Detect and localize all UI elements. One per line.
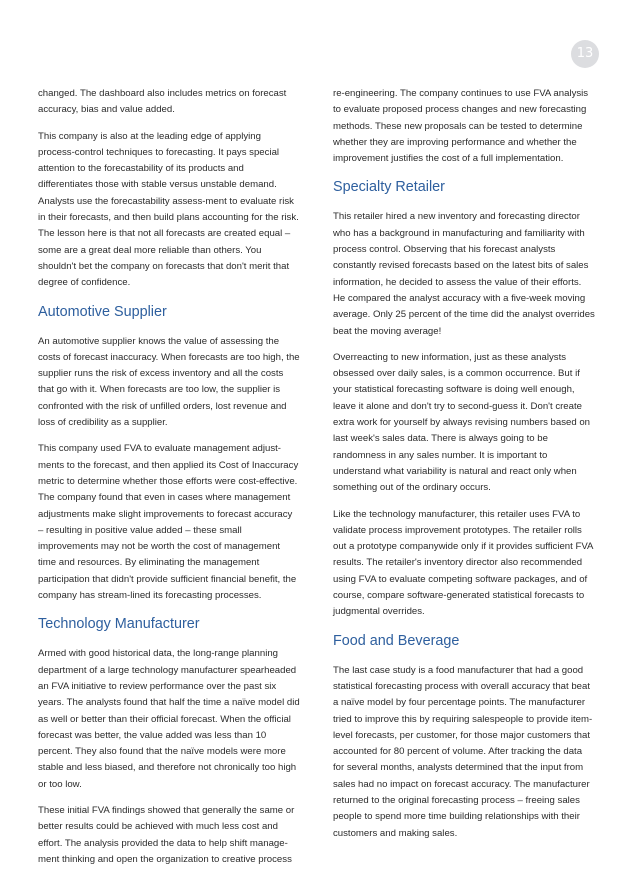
paragraph: re-engineering. The company continues to use FVA analysis to evaluate proposed process changes and new forecasting methods. These new proposals can be tested to determine whether they are improving performance and whether the improvement justifies the cost of a full implementation. [333, 88, 589, 165]
page-number-badge: 13 [571, 40, 599, 68]
right-column [333, 86, 595, 852]
paragraph: Overreacting to new information, just as these analysts obsessed over daily sales, is a common occurrence. But if your statistical forecasting software is doing well enough, leave it alone and don't try to second-guess it. Don't create extra work for yourself by always revising numbers based on last week's sales data. There is always going to be randomness in any sales number. It is important to understand what variability is natural and react only when something out of the ordinary occurs. [333, 351, 591, 494]
section-heading-technology-manufacturer: Technology Manufacturer [38, 616, 200, 633]
section-heading-specialty-retailer: Specialty Retailer [333, 179, 445, 196]
paragraph: This company used FVA to evaluate management adjust-ments to the forecast, and then applied its Cost of Inaccuracy metric to determine whether those efforts were cost-effective. The company found that even in cases where management adjustments make slight improvements to forecast accuracy – resulting in positive value added – these small improvements may not be worth the cost of management time and resources. By eliminating the management participation that didn't provide sufficient financial benefit, the company has stream-lined its forecasting processes. [38, 443, 299, 602]
paragraph: These initial FVA findings showed that generally the same or better results could be achieved with much less cost and effort. The analysis provided the data to help shift manage-ment thinking and open the organization to creative process [38, 804, 295, 865]
left-column [38, 86, 300, 878]
paragraph: This retailer hired a new inventory and forecasting director who has a background in manufacturing and familiarity with process control. Observing that his forecast analysts constantly revised forecasts based on the latest bits of sales information, he decided to assess the value of their efforts. He compared the analyst accuracy with a five-week moving average. Only 25 percent of the time did the analyst overrides beat the moving average! [333, 211, 595, 337]
paragraph: This company is also at the leading edge of applying process-control techniques to forecasting. It pays special attention to the forecastability of its products and differentiates those with stable versus unstable demand. Analysts use the forecastability assess-ment to evaluate risk in their forecasts, and then build plans accounting for the risk. The lesson here is that not all forecasts are created equal – some are a great deal more reliable than others. You shouldn't bet the company on forecasts that don't merit that degree of confidence. [38, 130, 299, 289]
paragraph: Armed with good historical data, the long-range planning department of a large technology manufacturer spearheaded an FVA initiative to review performance over the past six years. The analysts found that half the time a naïve model did as well or better than their official forecast. When the official forecast was better, the value added was less than 10 percent. They also found that the naïve models were more stable and less biased, and therefore not chronically too high or too low. [38, 648, 300, 790]
section-heading-automotive-supplier: Automotive Supplier [38, 303, 167, 320]
paragraph: The last case study is a food manufacturer that had a good statistical forecasting process with overall accuracy that beat a naïve model by four percentage points. The manufacturer tried to improve this by requiring salespeople to provide item-level forecasts, per customer, for those major customers that accounted for 80 percent of volume. After tracking the data for several months, analysts determined that the input from sales had no impact on forecast accuracy. The manufacturer returned to the original forecasting process – freeing sales people to spend more time building relationships with their customers and making sales. [333, 664, 593, 839]
section-heading-food-and-beverage: Food and Beverage [333, 632, 460, 649]
paragraph: changed. The dashboard also includes metrics on forecast accuracy, bias and value added. [38, 88, 287, 116]
paragraph: An automotive supplier knows the value of assessing the costs of forecast inaccuracy. When forecasts are too high, the supplier runs the risk of excess inventory and all the costs that go with it. When forecasts are too low, the supplier is confronted with the risk of unfilled orders, lost revenue and loss of credibility as a supplier. [38, 335, 300, 429]
paragraph: Like the technology manufacturer, this retailer uses FVA to validate process improvement prototypes. The retailer rolls out a prototype companywide only if it provides sufficient FVA results. The retailer's inventory director also recommended using FVA to evaluate competing software packages, and of course, compare software-generated statistical forecasts to judgmental overrides. [333, 508, 593, 618]
